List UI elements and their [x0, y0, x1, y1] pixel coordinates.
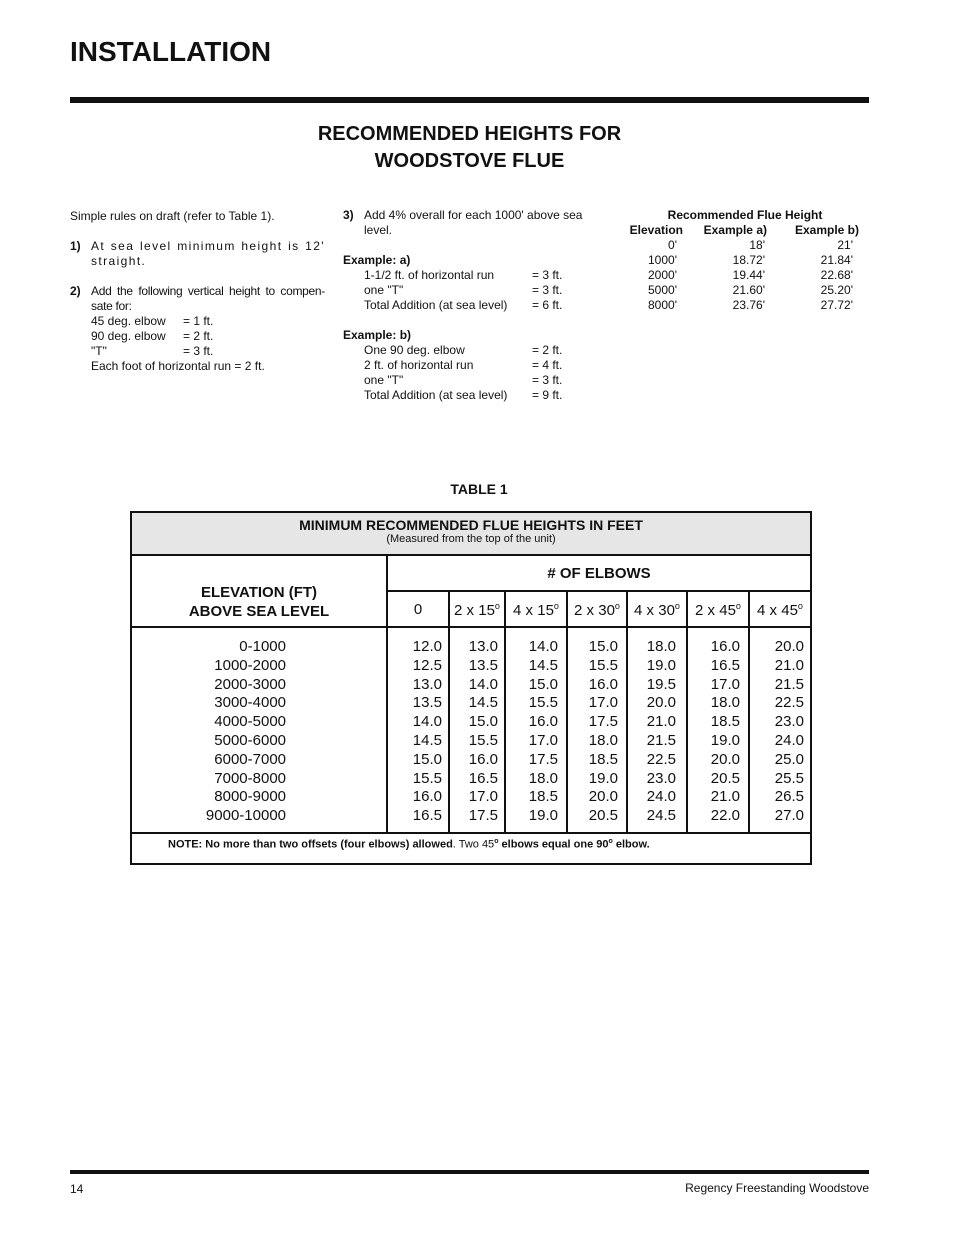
value-cell: 24.0: [774, 731, 804, 749]
table-cell: 25.20': [820, 283, 853, 297]
value-cell: 20.0: [710, 750, 740, 768]
value-cell: 16.0: [710, 638, 740, 655]
rule-1-text: At sea level minimum height is 12' straight.: [91, 239, 325, 268]
example-b-line: [343, 373, 603, 388]
rule-3-number: 3): [343, 208, 354, 222]
table-cell: 18.72': [732, 253, 765, 267]
value-column: [686, 638, 740, 826]
value-cell: 20.0: [646, 694, 676, 712]
value-cell: 18.0: [646, 638, 676, 655]
table-cell: 27.72': [820, 298, 853, 312]
value-cell: 22.0: [710, 807, 740, 825]
table-1-subtitle: (Measured from the top of the unit): [386, 533, 556, 545]
footer-title: Regency Freestanding Woodstove: [685, 1181, 869, 1195]
elevation-column-header: [132, 583, 386, 621]
elbow-column-header: [568, 601, 626, 619]
degree-symbol: o: [674, 601, 680, 611]
recommended-header: Elevation: [629, 223, 683, 237]
section-title-line1: RECOMMENDED HEIGHTS FOR: [317, 123, 622, 145]
example-line-value: = 9 ft.: [532, 388, 563, 402]
value-cell: 13.5: [412, 694, 442, 712]
value-cell: 18.0: [588, 731, 618, 749]
example-line-label: one "T": [364, 373, 404, 387]
elevation-cell: 8000-9000: [214, 788, 286, 806]
table-row: [615, 283, 865, 298]
rule-2-item-label: "T": [91, 344, 107, 358]
example-line-value: = 2 ft.: [532, 343, 563, 357]
elbows-group-header: # OF ELBOWS: [547, 565, 651, 582]
table-1-title: MINIMUM RECOMMENDED FLUE HEIGHTS IN FEET: [299, 517, 643, 533]
recommended-header: Example b): [794, 223, 859, 237]
value-cell: 19.0: [646, 656, 676, 674]
rule-2-item-label: 90 deg. elbow: [91, 329, 166, 343]
example-b-line: [343, 343, 603, 358]
value-cell: 24.0: [646, 788, 676, 806]
value-cell: 25.0: [774, 750, 804, 768]
table-1-header: [132, 513, 810, 556]
elevation-cell: 5000-6000: [214, 731, 286, 749]
elbow-column-header: [688, 601, 748, 619]
value-cell: 19.0: [588, 769, 618, 787]
value-cell: 22.5: [646, 750, 676, 768]
elbow-column-label: 4 x 15: [513, 602, 554, 619]
value-cell: 16.5: [468, 769, 498, 787]
value-cell: 18.5: [710, 713, 740, 731]
rule-2-number: 2): [70, 284, 81, 298]
elbow-column-label: 4 x 30: [634, 602, 675, 619]
value-cell: 16.0: [412, 788, 442, 806]
value-cell: 16.0: [528, 713, 558, 731]
table-cell: 0': [668, 238, 677, 252]
table-cell: 5000': [648, 283, 677, 297]
example-line-value: = 3 ft.: [532, 283, 563, 297]
example-line-value: = 3 ft.: [532, 373, 563, 387]
elevation-cell: 1000-2000: [214, 656, 286, 674]
table-cell: 18': [749, 238, 765, 252]
value-cell: 14.5: [412, 731, 442, 749]
table-row: [615, 298, 865, 313]
note-part: NOTE: No more than two offsets (four elbows) allowed: [168, 838, 453, 851]
table-cell: 19.44': [732, 268, 765, 282]
recommended-title: Recommended Flue Height: [667, 208, 823, 222]
examples-column: [343, 208, 603, 403]
value-column: [504, 638, 558, 826]
rule-2-extra: Each foot of horizontal run = 2 ft.: [91, 359, 265, 373]
value-cell: 22.5: [774, 694, 804, 712]
value-cell: 14.0: [468, 675, 498, 693]
value-cell: 25.5: [774, 769, 804, 787]
value-cell: 20.5: [710, 769, 740, 787]
value-cell: 17.0: [468, 788, 498, 806]
elevation-cell: 7000-8000: [214, 769, 286, 787]
rule-1: [70, 239, 325, 269]
value-cell: 20.0: [774, 638, 804, 655]
degree-symbol: o: [494, 601, 500, 611]
example-line-label: Total Addition (at sea level): [364, 298, 508, 312]
bottom-rule: [70, 1170, 869, 1174]
degree-symbol: o: [494, 838, 499, 845]
value-cell: 14.0: [528, 638, 558, 655]
value-column: [626, 638, 676, 826]
value-column: [386, 638, 442, 826]
value-cell: 17.0: [710, 675, 740, 693]
table-1: [130, 511, 812, 865]
degree-symbol: o: [797, 601, 803, 611]
value-cell: 18.5: [528, 788, 558, 806]
value-cell: 15.0: [468, 713, 498, 731]
value-cell: 16.0: [588, 675, 618, 693]
value-cell: 26.5: [774, 788, 804, 806]
example-a-line: [343, 298, 603, 313]
value-cell: 18.0: [528, 769, 558, 787]
elevation-cell: 2000-3000: [214, 675, 286, 693]
elbow-column-label: 0: [413, 601, 423, 618]
example-b-title: Example: b): [343, 328, 412, 342]
rule-2-text: Add the following vertical height to compen-sate for:: [91, 284, 325, 313]
value-cell: 23.0: [774, 713, 804, 731]
value-cell: 16.0: [468, 750, 498, 768]
value-cell: 13.0: [412, 675, 442, 693]
table-cell: 22.68': [820, 268, 853, 282]
elevation-column: [132, 638, 286, 826]
degree-symbol: o: [614, 601, 620, 611]
table-cell: 8000': [648, 298, 677, 312]
elevation-header-line1: ELEVATION (FT): [200, 584, 318, 601]
example-b-line: [343, 388, 603, 403]
example-a-title: Example: a): [343, 253, 411, 267]
value-cell: 27.0: [774, 807, 804, 825]
elbow-column-header: [506, 601, 566, 619]
rule-2: [70, 284, 325, 374]
value-cell: 15.0: [412, 750, 442, 768]
elbow-column-header: [628, 601, 686, 619]
value-cell: 17.0: [588, 694, 618, 712]
value-cell: 12.0: [412, 638, 442, 655]
rule-3-text: Add 4% overall for each 1000' above sea level.: [364, 208, 583, 237]
value-column: [566, 638, 618, 826]
top-rule: [70, 97, 869, 103]
example-line-value: = 6 ft.: [532, 298, 563, 312]
example-line-label: one "T": [364, 283, 404, 297]
degree-symbol: o: [735, 601, 741, 611]
elevation-cell: 4000-5000: [214, 713, 286, 731]
value-cell: 24.5: [646, 807, 676, 825]
value-cell: 18.0: [710, 694, 740, 712]
value-cell: 15.5: [412, 769, 442, 787]
value-cell: 18.5: [588, 750, 618, 768]
elbow-column-header: [750, 601, 810, 619]
value-cell: 19.5: [646, 675, 676, 693]
table-cell: 21.84': [820, 253, 853, 267]
elbow-column-label: 4 x 45: [757, 602, 798, 619]
note-part: elbows equal one 90: [498, 838, 609, 851]
value-cell: 15.5: [468, 731, 498, 749]
table-cell: 21.60': [732, 283, 765, 297]
value-cell: 15.5: [588, 656, 618, 674]
value-cell: 21.0: [646, 713, 676, 731]
page-number: 14: [70, 1182, 84, 1196]
value-column: [748, 638, 804, 826]
table-cell: 21': [837, 238, 853, 252]
value-cell: 21.5: [774, 675, 804, 693]
value-cell: 16.5: [710, 656, 740, 674]
value-cell: 15.0: [528, 675, 558, 693]
table-row: [615, 268, 865, 283]
table-row: [615, 253, 865, 268]
table-1-label: TABLE 1: [450, 481, 508, 497]
elbow-column-label: 2 x 45: [695, 602, 736, 619]
table-cell: 1000': [648, 253, 677, 267]
section-title-line2: WOODSTOVE FLUE: [374, 150, 565, 172]
rule-2-item: [91, 329, 325, 344]
value-cell: 20.0: [588, 788, 618, 806]
column-header-rule: [132, 626, 810, 628]
elevation-cell: 3000-4000: [214, 694, 286, 712]
rule-3: [343, 208, 603, 238]
page-title: INSTALLATION: [70, 36, 272, 67]
value-cell: 16.5: [412, 807, 442, 825]
recommended-header: Example a): [703, 223, 767, 237]
example-line-label: 1-1/2 ft. of horizontal run: [364, 268, 495, 282]
value-cell: 19.0: [528, 807, 558, 825]
value-cell: 17.5: [588, 713, 618, 731]
value-cell: 20.5: [588, 807, 618, 825]
degree-symbol: o: [553, 601, 559, 611]
elbow-column-header: [450, 601, 504, 619]
example-a-line: [343, 268, 603, 283]
value-cell: 21.0: [710, 788, 740, 806]
example-line-value: = 3 ft.: [532, 268, 563, 282]
value-cell: 15.5: [528, 694, 558, 712]
elevation-cell: 6000-7000: [214, 750, 286, 768]
value-cell: 21.0: [774, 656, 804, 674]
value-column: [448, 638, 498, 826]
rule-2-item: [91, 314, 325, 329]
elbow-column-label: 2 x 15: [454, 602, 495, 619]
rule-1-number: 1): [70, 239, 81, 253]
rule-2-item-value: = 3 ft.: [183, 344, 214, 358]
value-cell: 17.5: [528, 750, 558, 768]
table-cell: 2000': [648, 268, 677, 282]
elevation-cell: 0-1000: [239, 638, 286, 655]
table-note: [168, 838, 650, 851]
value-cell: 17.0: [528, 731, 558, 749]
value-cell: 19.0: [710, 731, 740, 749]
value-cell: 14.5: [528, 656, 558, 674]
recommended-flue-height-table: [615, 208, 865, 313]
table-row: [615, 238, 865, 253]
example-line-label: Total Addition (at sea level): [364, 388, 508, 402]
value-cell: 13.0: [468, 638, 498, 655]
rules-intro: Simple rules on draft (refer to Table 1).: [70, 209, 275, 223]
elevation-cell: 9000-10000: [205, 807, 286, 825]
rule-2-item: [91, 344, 325, 359]
rule-2-item-value: = 1 ft.: [183, 314, 214, 328]
table-cell: 23.76': [732, 298, 765, 312]
rule-2-item-label: 45 deg. elbow: [91, 314, 166, 328]
example-line-label: 2 ft. of horizontal run: [364, 358, 474, 372]
example-a-line: [343, 283, 603, 298]
value-cell: 14.5: [468, 694, 498, 712]
value-cell: 21.5: [646, 731, 676, 749]
example-line-value: = 4 ft.: [532, 358, 563, 372]
value-cell: 14.0: [412, 713, 442, 731]
section-title: [70, 121, 869, 175]
example-b-line: [343, 358, 603, 373]
elbow-column-label: 2 x 30: [574, 602, 615, 619]
value-cell: 15.0: [588, 638, 618, 655]
value-cell: 23.0: [646, 769, 676, 787]
note-rule: [132, 832, 810, 834]
degree-symbol: o: [608, 838, 613, 845]
draft-rules: [70, 209, 325, 374]
note-part: . Two 45: [452, 838, 495, 851]
elevation-header-line2: ABOVE SEA LEVEL: [188, 603, 330, 620]
value-cell: 17.5: [468, 807, 498, 825]
value-cell: 12.5: [412, 656, 442, 674]
value-cell: 13.5: [468, 656, 498, 674]
elbow-column-header: [388, 601, 448, 618]
note-part: elbow.: [612, 838, 650, 851]
example-line-label: One 90 deg. elbow: [364, 343, 465, 357]
rule-2-item-value: = 2 ft.: [183, 329, 214, 343]
